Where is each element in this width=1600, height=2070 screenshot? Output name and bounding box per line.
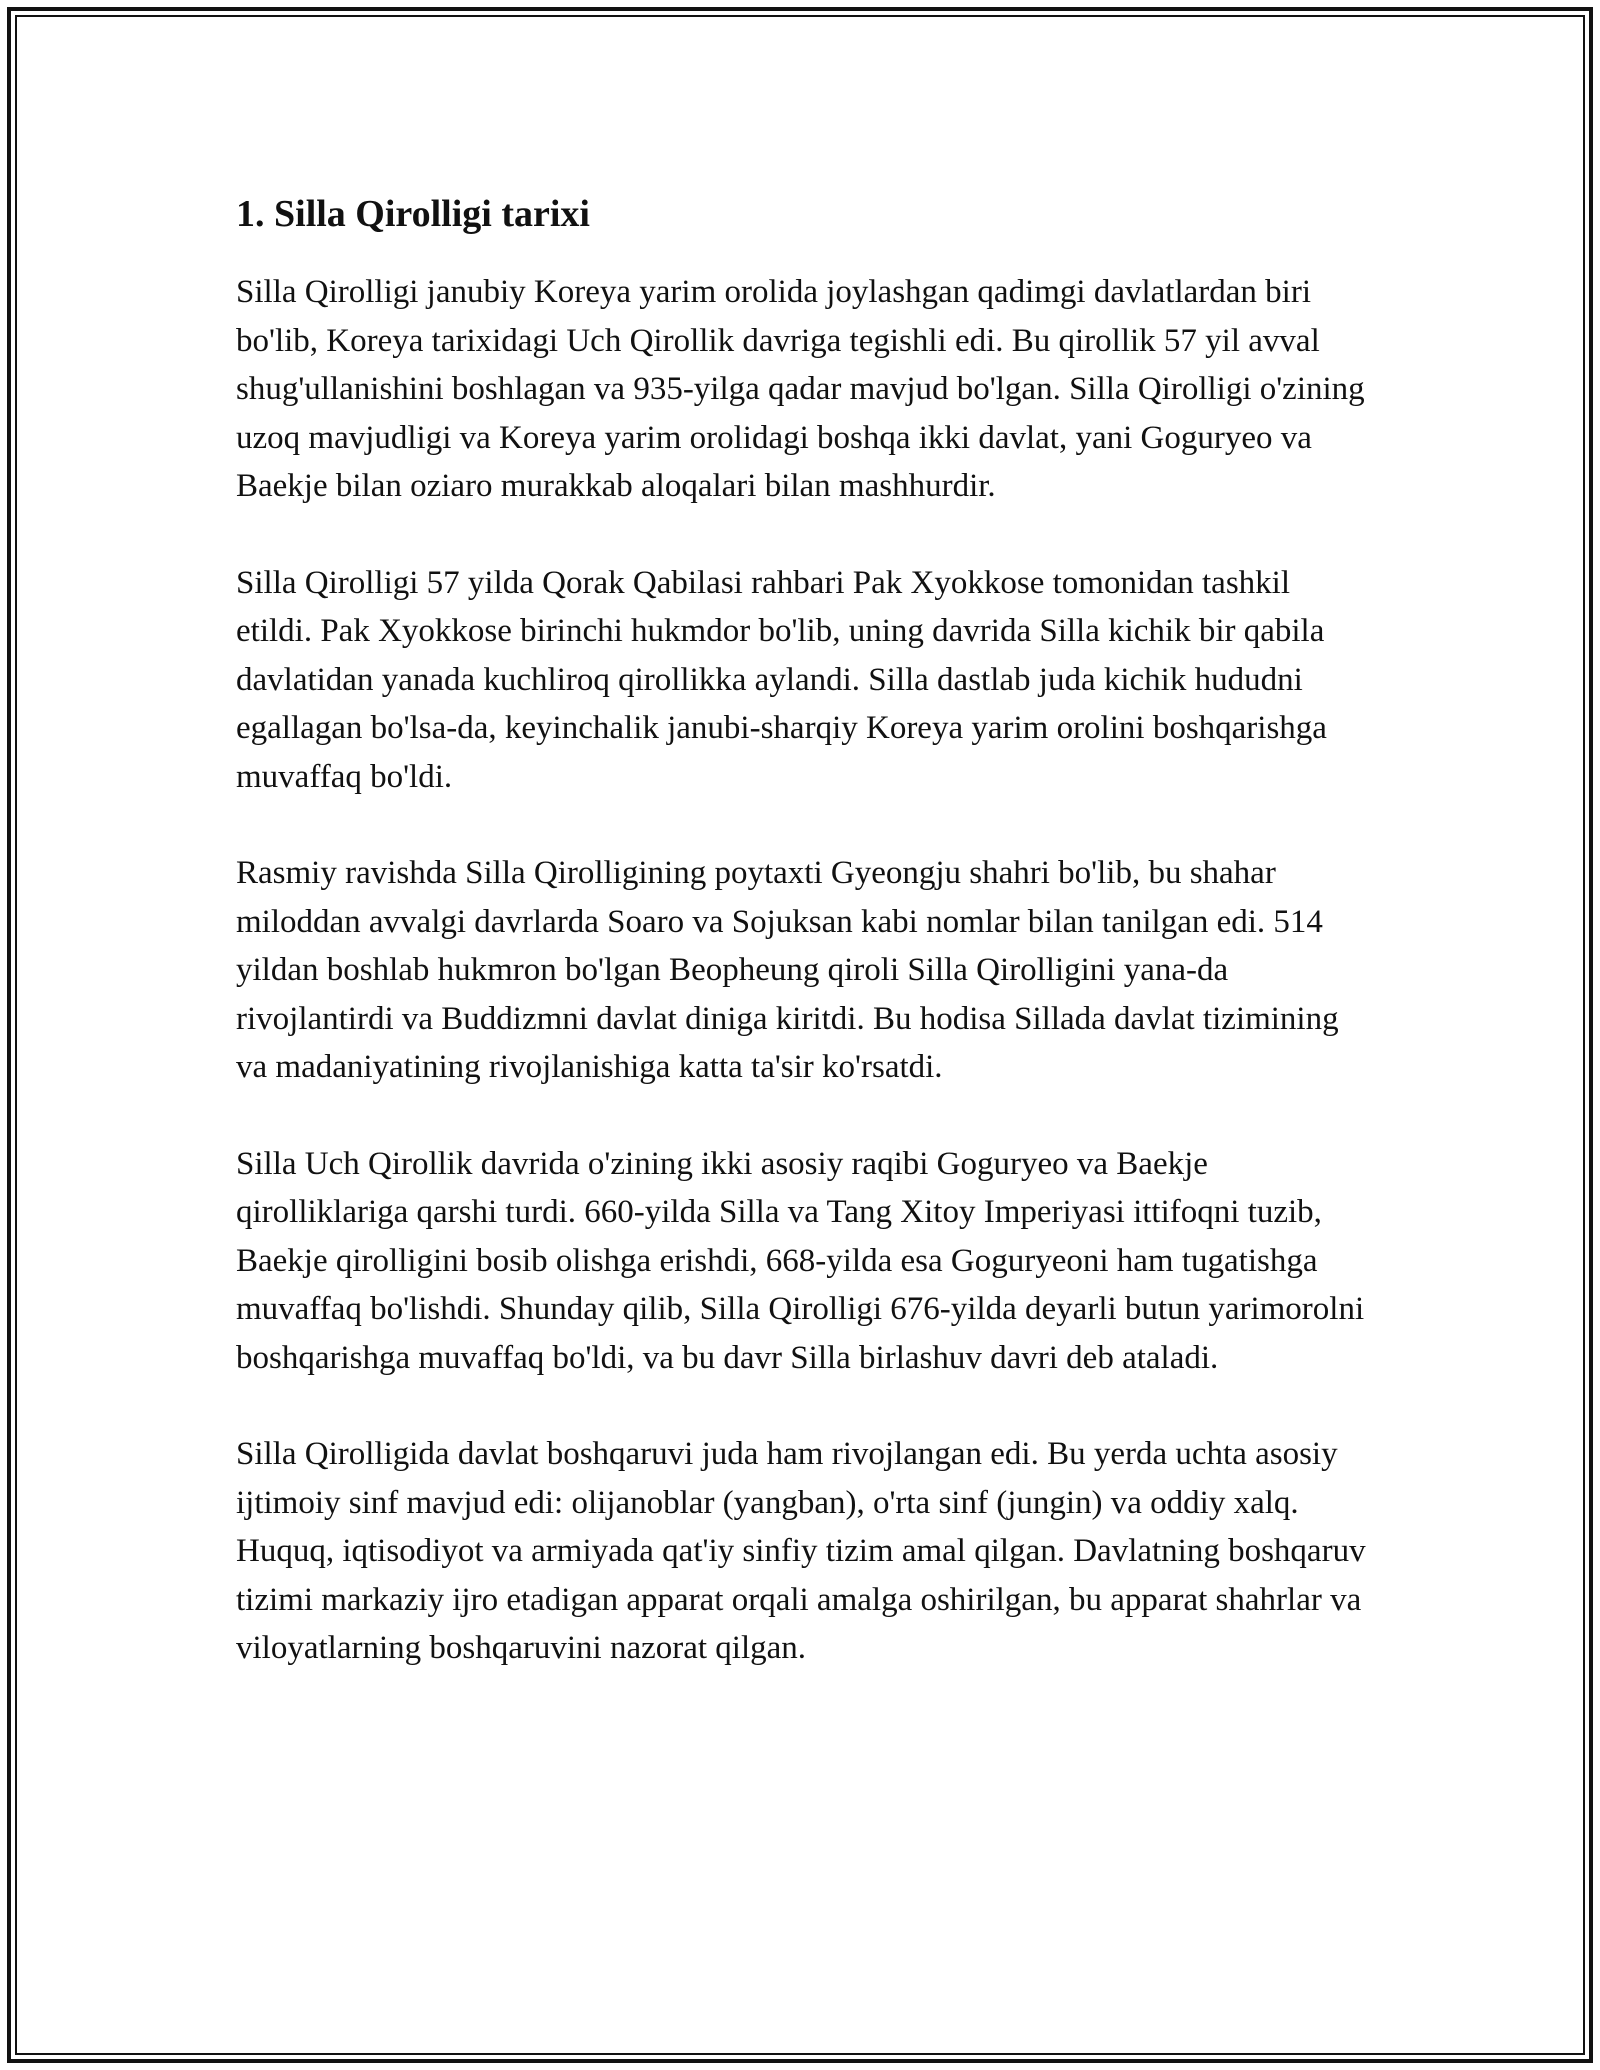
section-heading: 1. Silla Qirolligi tarixi — [236, 193, 590, 235]
paragraph-intro: Silla Qirolligi janubiy Koreya yarim orolida joylashgan qadimgi davlatlardan biri bo'lib, Koreya tarixidagi Uch Qirollik davriga tegishli edi. Bu qirollik 57 yil avval shug'ullanishini boshlagan va 935-yilga qadar mavjud bo'lgan. Silla Qirolligi o'zining uzoq mavjudligi va Koreya yarim orolidagi boshqa ikki davlat, yani Goguryeo va Baekje bilan oziaro murakkab aloqalari bilan mashhurdir. — [236, 274, 1365, 504]
paragraph-founding: Silla Qirolligi 57 yilda Qorak Qabilasi rahbari Pak Xyokkose tomonidan tashkil etildi. Pak Xyokkose birinchi hukmdor bo'lib, uning davrida Silla kichik bir qabila davlatidan yanada kuchliroq qirollikka aylandi. Silla dastlab juda kichik hududni egallagan bo'lsa-da, keyinchalik janubi-sharqiy Koreya yarim orolini boshqarishga muvaffaq bo'ldi. — [236, 564, 1327, 795]
paragraph-capital: Rasmiy ravishda Silla Qirolligining poytaxti Gyeongju shahri bo'lib, bu shahar miloddan avvalgi davrlarda Soaro va Sojuksan kabi nomlar bilan tanilgan edi. 514 yildan boshlab hukmron bo'lgan Beopheung qiroli Silla Qirolligini yana-da rivojlantirdi va Buddizmni davlat diniga kiritdi. Bu hodisa Sillada davlat tizimining va madaniyatining rivojlanishiga katta ta'sir ko'rsatdi. — [236, 855, 1339, 1085]
paragraph-unification: Silla Uch Qirollik davrida o'zining ikki asosiy raqibi Goguryeo va Baekje qirolliklariga qarshi turdi. 660-yilda Silla va Tang Xitoy Imperiyasi ittifoqni tuzib, Baekje qirolligini bosib olishga erishdi, 668-yilda esa Goguryeoni ham tugatishga muvaffaq bo'lishdi. Shunday qilib, Silla Qirolligi 676-yilda deyarli butun yarimorolni boshqarishga muvaffaq bo'ldi, va bu davr Silla birlashuv davri deb ataladi. — [236, 1145, 1365, 1376]
paragraph-governance: Silla Qirolligida davlat boshqaruvi juda ham rivojlangan edi. Bu yerda uchta asosiy ijtimoiy sinf mavjud edi: olijanoblar (yangban), o'rta sinf (jungin) va oddiy xalq. Huquq, iqtisodiyot va armiyada qat'iy sinfiy tizim amal qilgan. Davlatning boshqaruv tizimi markaziy ijro etadigan apparat orqali amalga oshirilgan, bu apparat shahrlar va viloyatlarning boshqaruvini nazorat qilgan. — [236, 1436, 1366, 1666]
document-body — [236, 188, 1366, 1673]
